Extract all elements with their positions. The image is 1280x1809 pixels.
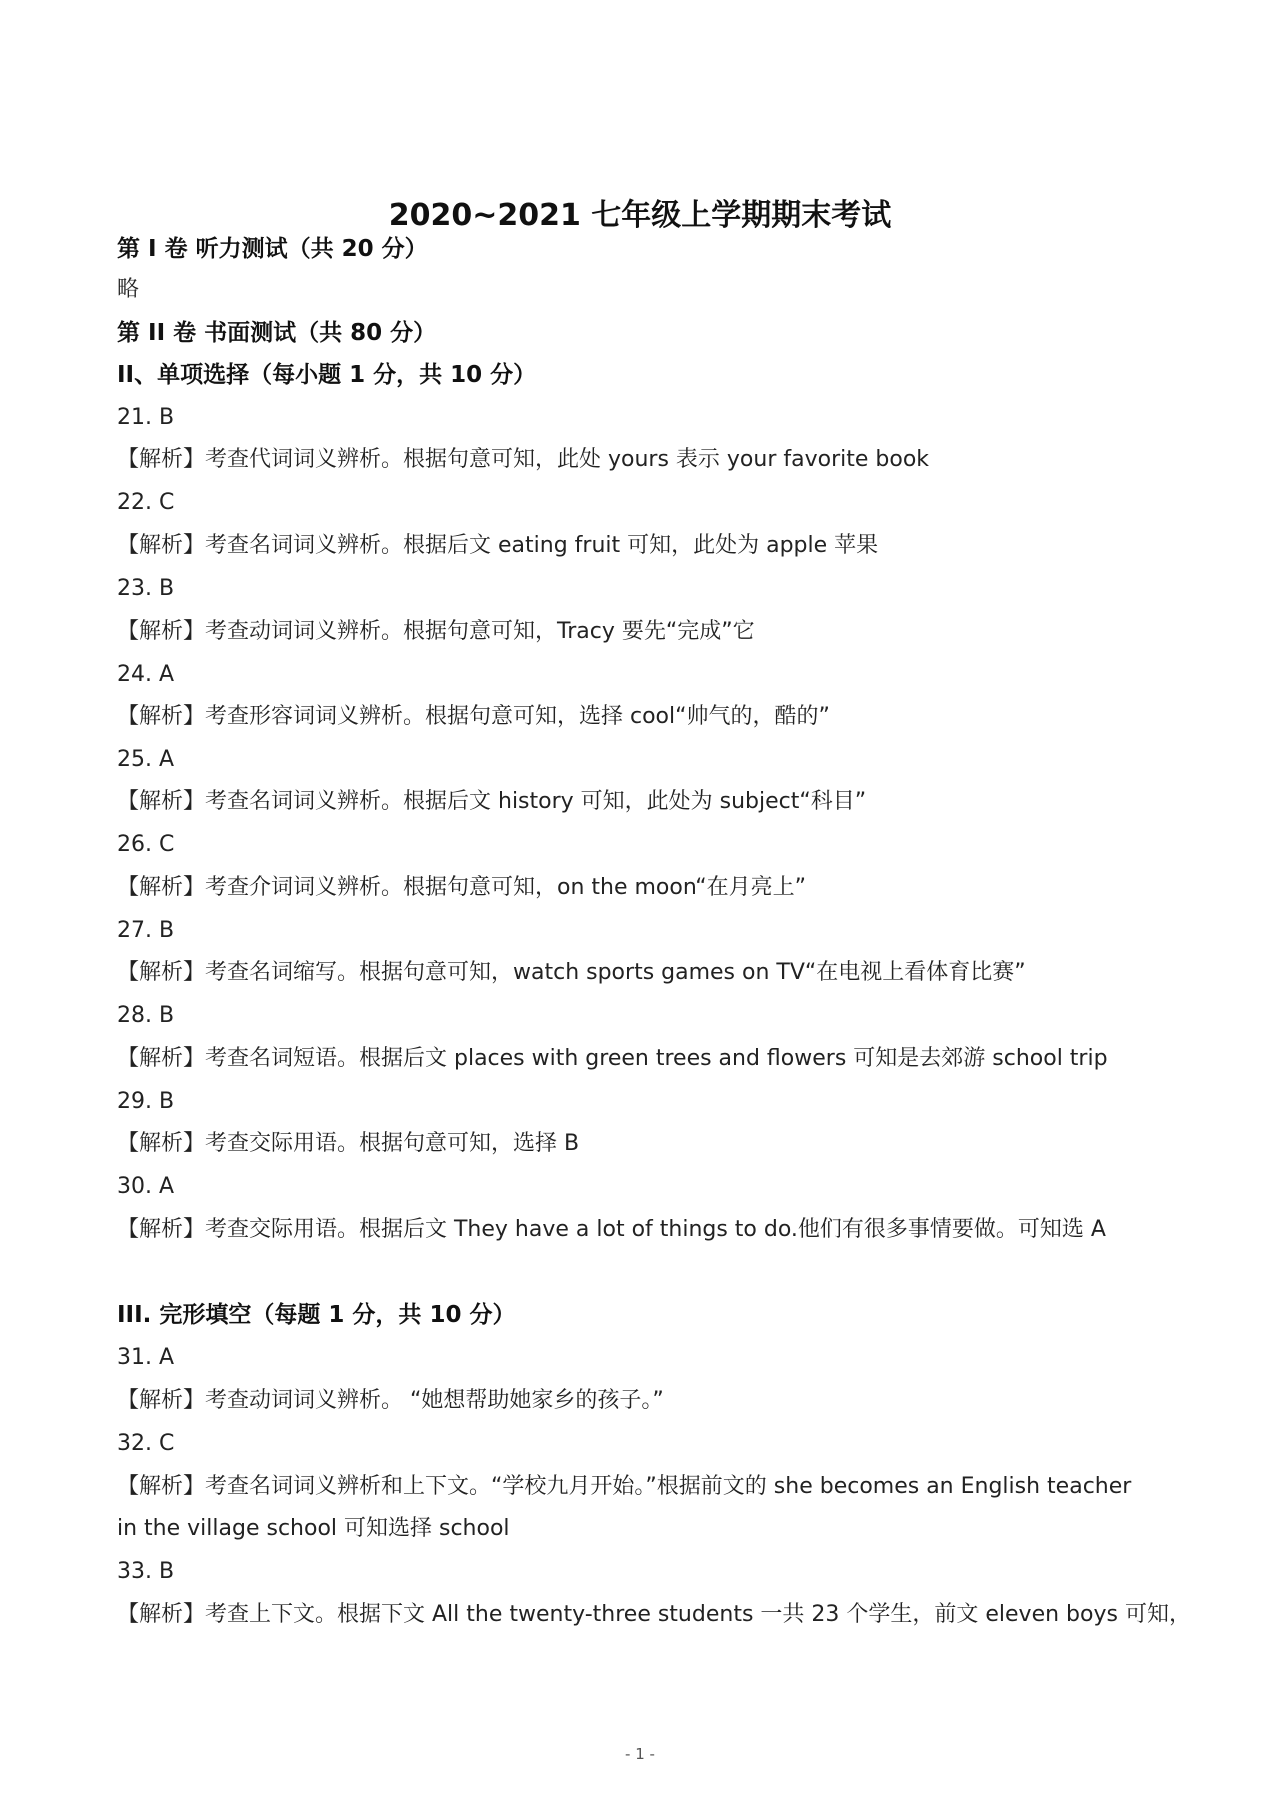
explanation-line: 【解析】考查名词短语。根据后文 places with green trees and flowers 可知是去郊游 school trip [117, 1046, 1108, 1071]
explanation-line: 【解析】考查名词词义辨析。根据后文 eating fruit 可知，此处为 apple 苹果 [117, 533, 879, 558]
answer-line: 22. C [117, 490, 175, 515]
answer-line: 26. C [117, 832, 175, 857]
answer-line: 32. C [117, 1431, 175, 1456]
answer-line: 24. A [117, 662, 175, 687]
explanation-line: 【解析】考查交际用语。根据句意可知，选择 B [117, 1131, 580, 1156]
explanation-line: 【解析】考查交际用语。根据后文 They have a lot of things to do.他们有很多事情要做。可知选 A [117, 1217, 1106, 1242]
answer-line: 28. B [117, 1003, 175, 1028]
explanation-line: 略 [117, 277, 140, 302]
section-heading: 第 II 卷 书面测试（共 80 分） [117, 320, 437, 346]
explanation-line: 【解析】考查动词词义辨析。 “她想帮助她家乡的孩子。” [117, 1388, 664, 1413]
page-title: 2020~2021 七年级上学期期末考试 [388, 198, 892, 233]
answer-line: 33. B [117, 1559, 175, 1584]
answer-line: 27. B [117, 918, 175, 943]
section-heading: 第 I 卷 听力测试（共 20 分） [117, 236, 428, 262]
explanation-line: 【解析】考查介词词义辨析。根据句意可知，on the moon“在月亮上” [117, 875, 806, 900]
page-number: - 1 - [625, 1745, 655, 1763]
answer-line: 25. A [117, 747, 175, 772]
answer-line: 31. A [117, 1345, 175, 1370]
section-heading: II、单项选择（每小题 1 分，共 10 分） [117, 362, 537, 388]
explanation-line: in the village school 可知选择 school [117, 1516, 510, 1541]
answer-line: 21. B [117, 405, 175, 430]
explanation-line: 【解析】考查形容词词义辨析。根据句意可知，选择 cool“帅气的，酷的” [117, 704, 830, 729]
explanation-line: 【解析】考查名词词义辨析。根据后文 history 可知，此处为 subject“科目” [117, 789, 867, 814]
answer-line: 23. B [117, 576, 175, 601]
explanation-line: 【解析】考查名词缩写。根据句意可知，watch sports games on TV“在电视上看体育比赛” [117, 960, 1026, 985]
explanation-line: 【解析】考查名词词义辨析和上下文。“学校九月开始。”根据前文的 she becomes an English teacher [117, 1474, 1132, 1499]
answer-line: 30. A [117, 1174, 175, 1199]
explanation-line: 【解析】考查上下文。根据下文 All the twenty-three students 一共 23 个学生，前文 eleven boys 可知， [117, 1602, 1191, 1627]
explanation-line: 【解析】考查动词词义辨析。根据句意可知，Tracy 要先“完成”它 [117, 619, 755, 644]
answer-line: 29. B [117, 1089, 175, 1114]
section-heading: III. 完形填空（每题 1 分，共 10 分） [117, 1302, 516, 1328]
explanation-line: 【解析】考查代词词义辨析。根据句意可知，此处 yours 表示 your favorite book [117, 447, 930, 472]
